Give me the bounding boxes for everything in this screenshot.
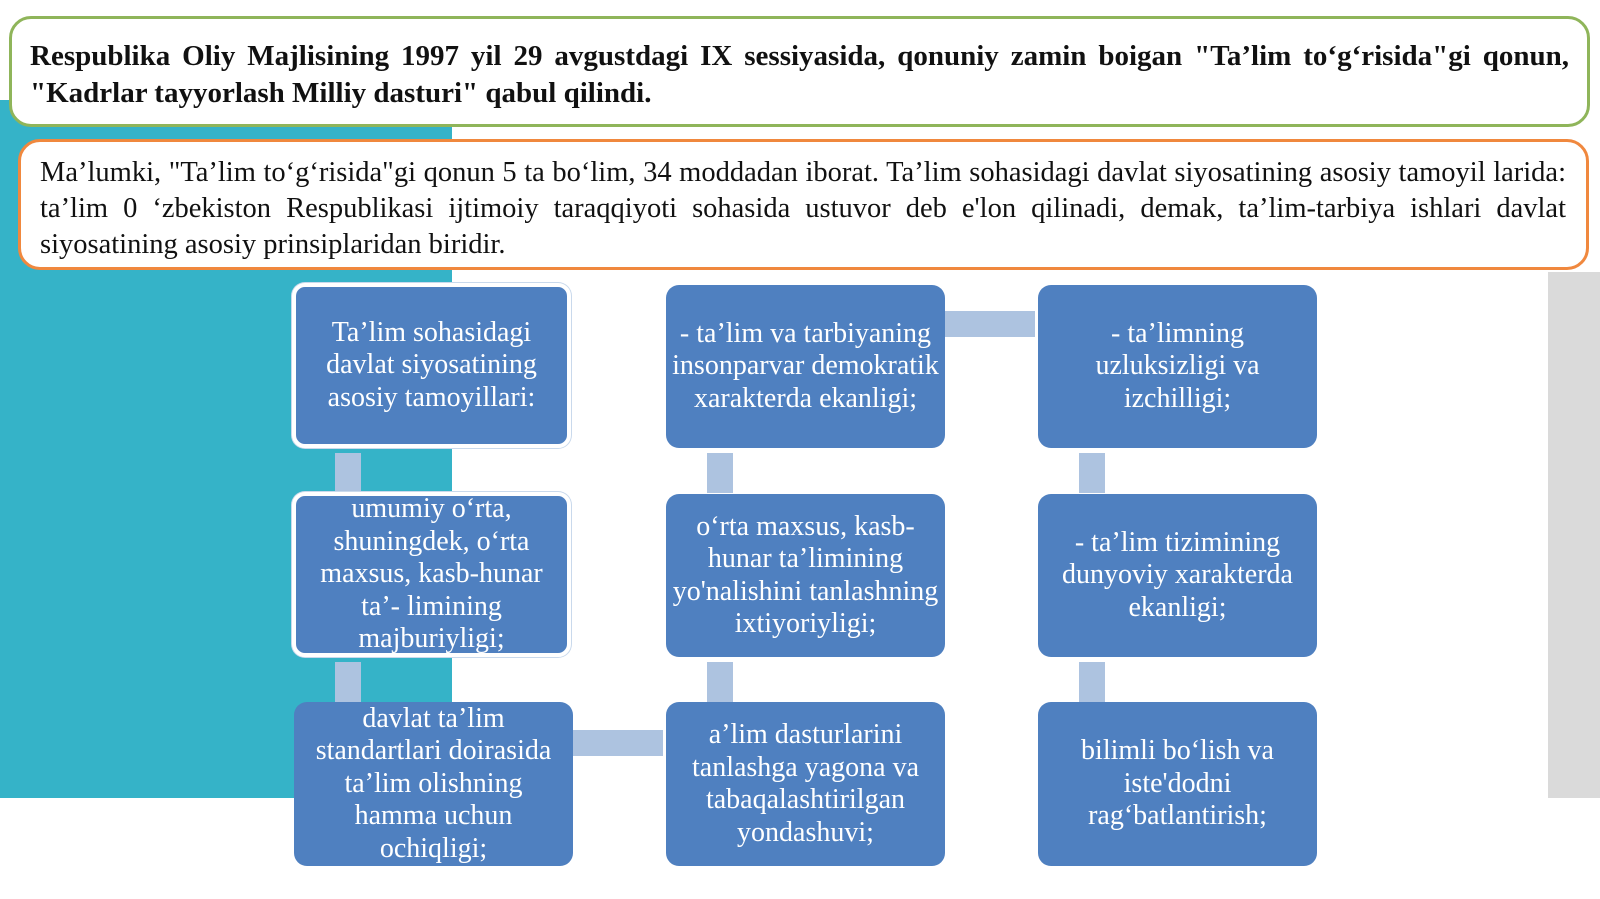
diagram-box-voluntary-choice <box>666 494 945 657</box>
gray-background-strip <box>1548 272 1600 798</box>
box-text: - ta’lim va tarbiyaning insonparvar demokratik xarakterda ekanligi; <box>672 317 939 414</box>
diagram-box-open-education <box>294 702 573 866</box>
box-text: a’lim dasturlarini tanlashga yagona va tabaqalashtirilgan yondashuvi; <box>691 719 920 848</box>
box-text: umumiy o‘rta, shuningdek, o‘rta maxsus, kasb-hunar ta’- limining majburiyligi; <box>320 493 543 655</box>
diagram-box-secular-character <box>1038 494 1317 657</box>
intro-text: Respublika Oliy Majlisining 1997 yil 29 avgustdagi IX sessiyasida, qonuniy zamin boigan "Ta’lim to‘g‘risida"gi qonun, "Kadrlar tayyorlash Milliy dasturi" qabul qilindi. <box>30 40 1569 109</box>
connector-5-6 <box>707 453 733 493</box>
diagram-box-humanistic-character <box>666 285 945 448</box>
connector-1-2 <box>335 453 361 493</box>
box-text: bilimli bo‘lish va iste'dodni rag‘batlantirish; <box>1081 735 1274 832</box>
connector-7-8 <box>1079 453 1105 493</box>
box-text: Ta’lim sohasidagi davlat siyosatining asosiy tamoyillari: <box>326 316 537 413</box>
connector-3-4 <box>573 730 663 756</box>
note-callout <box>18 139 1589 270</box>
box-text: - ta’limning uzluksizligi va izchilligi; <box>1095 317 1260 414</box>
connector-2-3 <box>335 662 361 702</box>
diagram-box-principles-heading <box>292 283 571 448</box>
diagram-box-curriculum-approach <box>666 702 945 866</box>
box-text: davlat ta’lim standartlari doirasida ta’lim olishning hamma uchun ochiqligi; <box>315 702 552 864</box>
box-text: o‘rta maxsus, kasb-hunar ta’limining yo'nalishini tanlashning ixtiyoriyligi; <box>672 510 939 639</box>
box-text: - ta’lim tizimining dunyoviy xarakterda ekanligi; <box>1062 526 1293 623</box>
diagram-box-compulsory-education <box>292 492 571 657</box>
intro-callout <box>9 16 1590 127</box>
connector-4-5 <box>707 662 733 702</box>
diagram-box-talent-encouragement <box>1038 702 1317 866</box>
connector-8-9 <box>1079 662 1105 702</box>
connector-6-7 <box>945 311 1035 337</box>
diagram-box-continuity <box>1038 285 1317 448</box>
note-text: Ma’lumki, "Ta’lim to‘g‘risida"gi qonun 5 ta bo‘lim, 34 moddadan iborat. Ta’lim sohasidagi davlat siyosatining asosiy tamoyil larida: ta’lim 0 ‘zbekiston Respublikasi ijtimoiy taraqqiyoti sohasida ustuvor deb e'lon qilinadi, demak, ta’lim-tarbiya ishlari davlat siyosatining asosiy prinsiplaridan biridir. <box>40 157 1566 260</box>
